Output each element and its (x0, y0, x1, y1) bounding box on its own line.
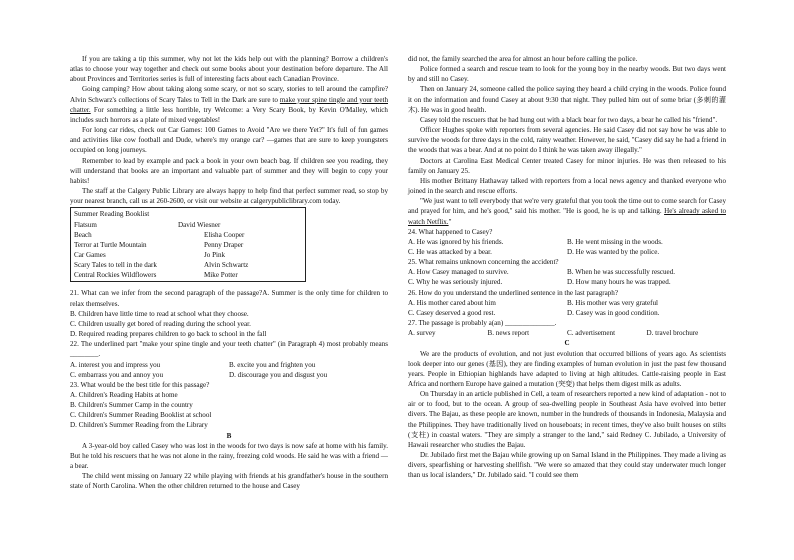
option: B. Children have little time to read at school what they choose. (70, 309, 249, 318)
options-row: A. He was ignored by his friends. B. He went missing in the woods. (408, 237, 663, 246)
booklist-title: Summer Reading Booklist (74, 210, 150, 219)
paragraph: On Thursday in an article published in Cell, a team of researchers reported a new kind of adaptation - not to air or to food, but to the ocean. A group of sea-dwelling people in Southeast Asia have evolved into better divers. The Bajau, as these people are known, number in the hundreds of thousands in Indonesia, Malaysia and the Philippines. They have traditionally lived on houseboats; in recent times, they've also built houses on stilts (支柱) in coastal waters. "They are simply a stranger to the land," said Redney C. Jubilado, a University of Hawaii researcher who studies the Bajau. (408, 390, 726, 449)
question-26: 26. How do you understand the underlined sentence in the last paragraph? (408, 288, 618, 297)
question-24: 24. What happened to Casey? (408, 227, 493, 236)
options-row: A. interest you and impress you B. excite you and frighten you (70, 360, 316, 369)
paragraph: If you are taking a tip this summer, why not let the kids help out with the planning? Borrow a children's atlas to choose your way together and check out some books about your destination before departure. The All about Provinces and Territories series is full of interesting facts about each Canadian Province. (70, 55, 388, 84)
paragraph: We are the products of evolution, and not just evolution that occurred billions of years ago. As scientists look deeper into our genes (基因), they are finding examples of human evolution in just the past few thousand years. People in Ethiopian highlands have adapted to living at high altitudes. Cattle-raising people in East Africa and northern Europe have gained a mutation (突变) that helps them digest milk as adults. (408, 349, 726, 388)
paragraph: Remember to lead by example and pack a book in your own beach bag. If children see you reading, they will understand that books are an important and valuable part of summer and they will begin to copy your habits! (70, 156, 388, 185)
paragraph: "We just want to tell everybody that we're very grateful that you took the time out to come search for Casey and prayed for him, and he's good," said his mother. "He is good, he is up and talking. He's already asked to watch Netflix." (408, 197, 726, 226)
options-row: C. Why he was seriously injured. D. How many hours he was trapped. (408, 278, 671, 287)
booklist-row: Terror at Turtle Mountain Penny Draper (74, 240, 244, 249)
paragraph: A 3-year-old boy called Casey who was lost in the woods for two days is now safe at home with his family. But he told his rescuers that he was not alone in the rainy, freezing cold woods. He said he was with a friend — a bear. (70, 441, 388, 471)
option: C. Children's Summer Reading Booklist at school (70, 411, 212, 420)
question-25: 25. What remains unknown concerning the accident? (408, 258, 559, 267)
option: D. Required reading prepares children to go back to school in the fall (70, 330, 267, 339)
option: C. Children usually get bored of reading during the school year. (70, 319, 251, 328)
section-heading: C (564, 339, 570, 348)
paragraph: Officer Hughes spoke with reporters from several agencies. He said Casey did not say how he was able to survive the woods for three days in the cold, rainy weather. However, he said, "Casey did say he had a friend in the woods that was a bear. And at no point do I think he was taken away illegally." (408, 126, 726, 155)
options-row: A. survey B. news report C. advertisement D. travel brochure (408, 329, 699, 338)
question-27: 27. The passage is probably a(an) ______________. (408, 319, 557, 328)
question-22: 22. The underlined part "make your spine tingle and your teeth chatter" (in Paragraph 4) most probably means ________. (70, 340, 388, 359)
options-row: C. He was attacked by a bear. D. He was wanted by the police. (408, 247, 660, 256)
option: B. Children's Summer Camp in the country (70, 401, 193, 410)
paragraph: Casey told the rescuers that he had hung out with a black bear for two days, a bear he called his "friend". (420, 115, 718, 124)
options-row: A. How Casey managed to survive. B. When he was successfully rescued. (408, 268, 676, 277)
paragraph: For long car rides, check out Car Games: 100 Games to Avoid "Are we there Yet?" It's full of fun games and activities like cow football and Dude, where's my orange car? —games that are sure to keep youngsters occupied on long journeys. (70, 126, 388, 155)
underlined-phrase: make your spine tingle and your teeth chatter. (70, 95, 388, 114)
paragraph: The staff at the Calgery Public Library are always happy to help find that perfect summer read, so stop by your nearest branch, call us at 260-2600, or visit our website at calgerypubliclibrary.com today. (70, 187, 388, 206)
option: A. Children's Reading Habits at home (70, 391, 178, 399)
booklist-row: Beach Elisha Cooper (74, 230, 245, 239)
booklist-row: Central Rockies Wildflowers Mike Potter (74, 271, 238, 280)
paragraph: Then on January 24, someone called the police saying they heard a child crying in the woods. Police found it on the information and found Casey at about 9:30 that night. They pulled him out of some briar (多刺的灌木). He was in good health. (408, 85, 726, 114)
question-23: 23. What would be the best title for this passage? (70, 380, 210, 389)
paragraph: The child went missing on January 22 while playing with friends at his grandfather's house in the southern state of North Carolina. When the other children returned to the house and Casey (70, 472, 388, 491)
right-column (408, 54, 726, 481)
options-row: C. Casey deserved a good rest. D. Casey was in good condition. (408, 308, 660, 317)
paragraph: did not, the family searched the area for almost an hour before calling the police. (408, 55, 638, 63)
paragraph: Dr. Jubilado first met the Bajau while growing up on Samal Island in the Philippines. They made a living as divers, spearfishing or harvesting shellfish. "We were so amazed that they could stay underwater much longer than us local islanders," Dr. Jubilado said. "I could see them (408, 451, 726, 480)
booklist-row: Scary Tales to tell in the dark Alvin Schwartz (74, 261, 249, 270)
option: D. Children's Summer Reading from the Library (70, 421, 208, 430)
booklist-row: Flatsum David Wiesner (74, 220, 221, 229)
left-column (70, 54, 388, 492)
underlined-sentence: He's already asked to watch Netflix. (408, 207, 726, 226)
paragraph: Going camping? How about taking along some scary, or not so scary, stories to tell around the campfire? Alvin Schwarz's collections of Scary Tales to Tell in the Dark are sure to make your spine tingle and your teeth chatter. For something a little less horrible, try Welcome: a Very Scary Book, by Kevin O'Malley, which includes such horrors as a plate of mixed vegetables! (70, 85, 388, 124)
section-heading: B (226, 431, 232, 440)
question-21: 21. What can we infer from the second paragraph of the passage?A. Summer is the only time for children to relax themselves. (70, 289, 388, 308)
paragraph: Doctors at Carolina East Medical Center treated Casey for minor injuries. He was then released to his family on January 25. (408, 156, 726, 175)
booklist-box (70, 207, 306, 282)
booklist-row: Car Games Jo Pink (74, 250, 226, 259)
paragraph: His mother Brittany Hathaway talked with reporters from a local news agency and thanked everyone who joined in the search and rescue efforts. (408, 176, 726, 196)
options-row: C. embarrass you and annoy you D. discourage you and disgust you (70, 370, 328, 379)
paragraph: Police formed a search and rescue team to look for the young boy in the nearby woods. But two days went by and still no Casey. (408, 65, 726, 84)
options-row: A. His mother cared about him B. His mother was very grateful (408, 298, 659, 307)
